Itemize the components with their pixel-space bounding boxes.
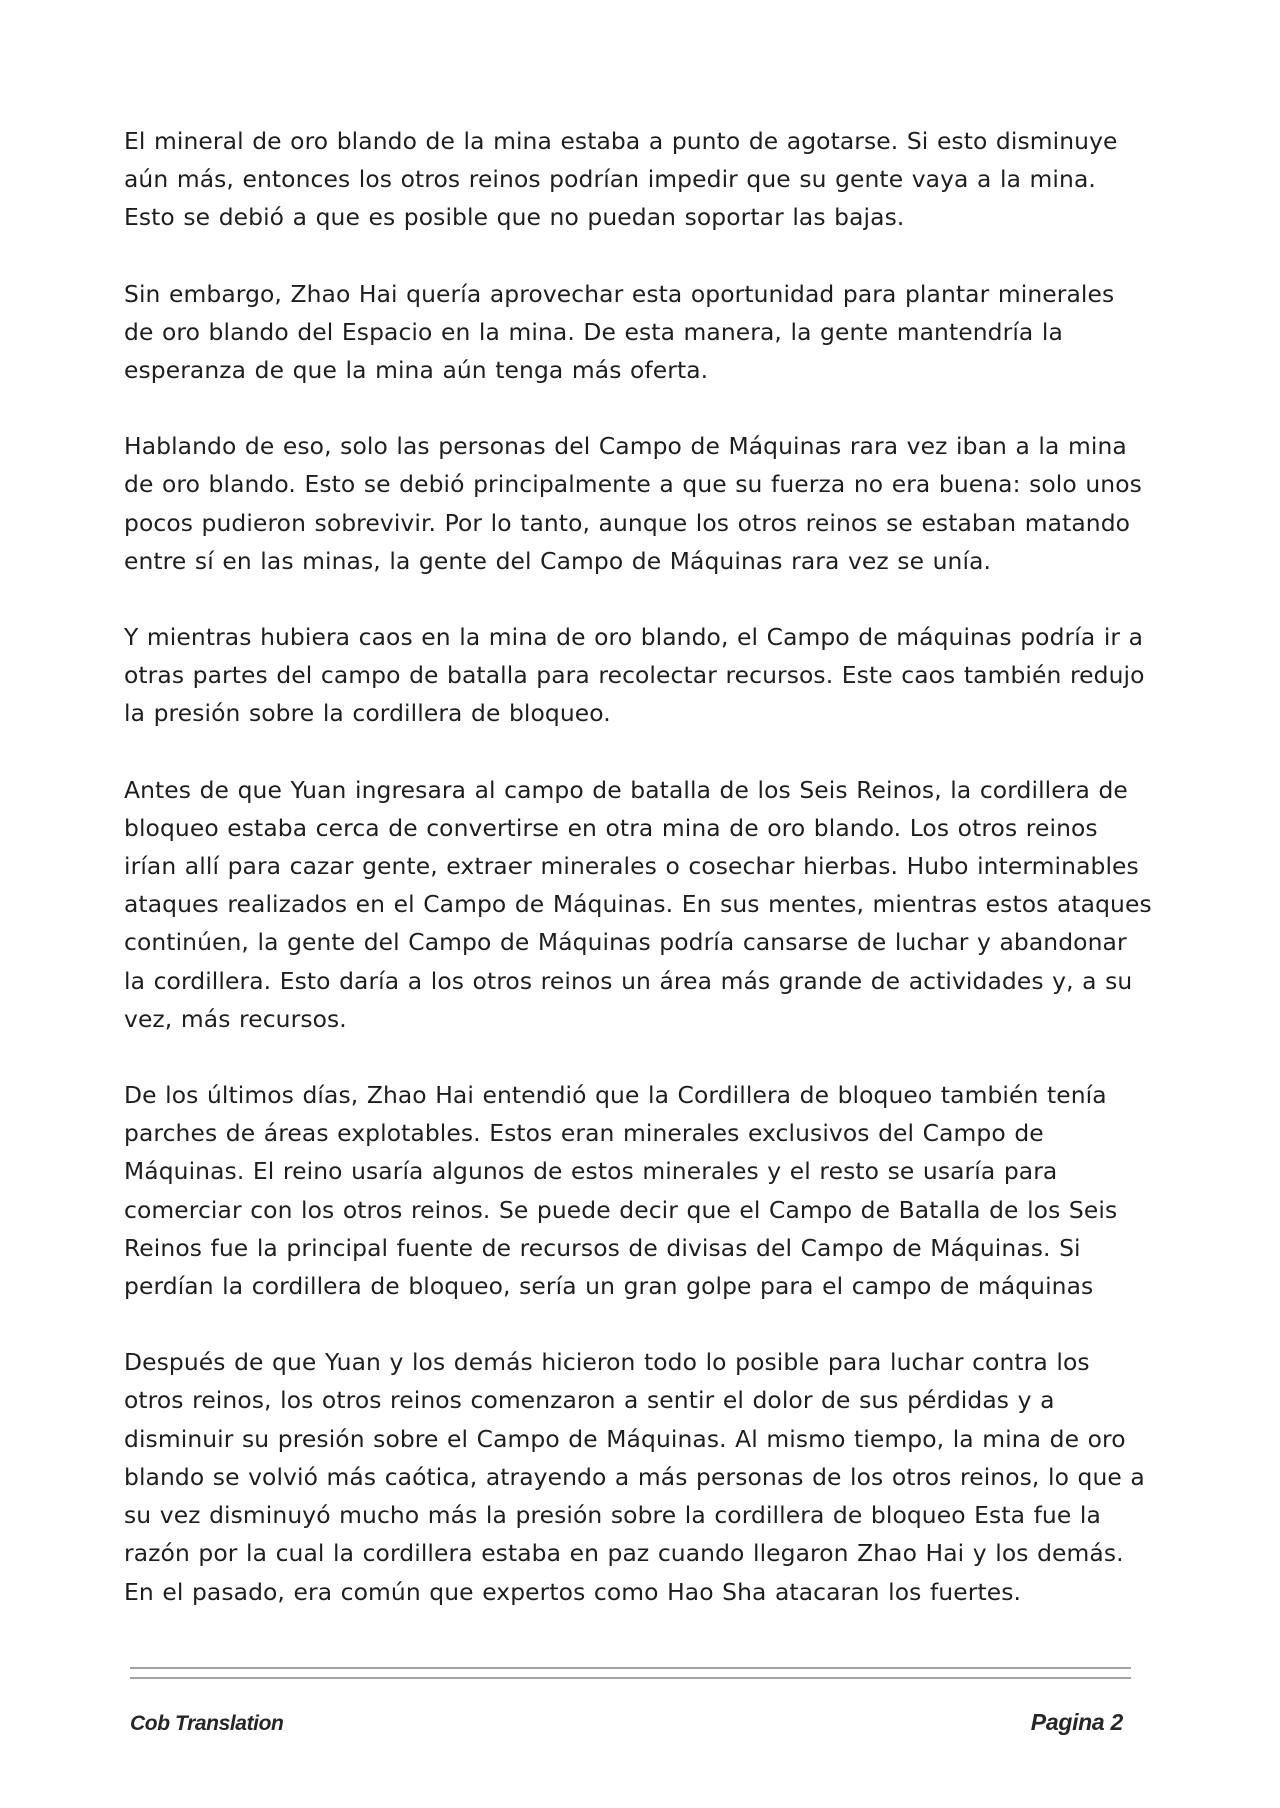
paragraph-4: Y mientras hubiera caos en la mina de oro blando, el Campo de máquinas podría ir a otras partes del campo de batalla para recolectar recursos. Este caos también redujo la presión sobre la cordillera de bloqueo. (124, 623, 1145, 728)
footer-translator-credit: Cob Translation (130, 1712, 284, 1735)
paragraph-5: Antes de que Yuan ingresara al campo de batalla de los Seis Reinos, la cordillera de bloqueo estaba cerca de convertirse en otra mina de oro blando. Los otros reinos irían allí para cazar gente, extraer minerales o cosechar hierbas. Hubo interminables ataques realizados en el Campo de Máquinas. En sus mentes, mientras estos ataques continúen, la gente del Campo de Máquinas podría cansarse de luchar y abandonar la cordillera. Esto daría a los otros reinos un área más grande de actividades y, a su vez, más recursos. (124, 775, 1152, 1033)
paragraph-1: El mineral de oro blando de la mina estaba a punto de agotarse. Si esto disminuye aún más, entonces los otros reinos podrían impedir que su gente vaya a la mina. Esto se debió a que es posible que no puedan soportar las bajas. (124, 127, 1118, 232)
paragraph-7: Después de que Yuan y los demás hicieron todo lo posible para luchar contra los otros reinos, los otros reinos comenzaron a sentir el dolor de sus pérdidas y a disminuir su presión sobre el Campo de Máquinas. Al mismo tiempo, la mina de oro blando se volvió más caótica, atrayendo a más personas de los otros reinos, lo que a su vez disminuyó mucho más la presión sobre la cordillera de bloqueo Esta fue la razón por la cual la cordillera estaba en paz cuando llegaron Zhao Hai y los demás. En el pasado, era común que expertos como Hao Sha atacaran los fuertes. (124, 1348, 1145, 1606)
paragraph-3: Hablando de eso, solo las personas del Campo de Máquinas rara vez iban a la mina de oro blando. Esto se debió principalmente a que su fuerza no era buena: solo unos pocos pudieron sobrevivir. Por lo tanto, aunque los otros reinos se estaban matando entre sí en las minas, la gente del Campo de Máquinas rara vez se unía. (124, 432, 1142, 575)
footer-divider-top (130, 1667, 1131, 1669)
paragraph-2: Sin embargo, Zhao Hai quería aprovechar esta oportunidad para plantar minerales de oro blando del Espacio en la mina. De esta manera, la gente mantendría la esperanza de que la mina aún tenga más oferta. (124, 279, 1115, 385)
footer-page-number: Pagina 2 (1030, 1709, 1123, 1735)
paragraph-6: De los últimos días, Zhao Hai entendió que la Cordillera de bloqueo también tenía parches de áreas explotables. Estos eran minerales exclusivos del Campo de Máquinas. El reino usaría algunos de estos minerales y el resto se usaría para comerciar con los otros reinos. Se puede decir que el Campo de Batalla de los Seis Reinos fue la principal fuente de recursos de divisas del Campo de Máquinas. Si perdían la cordillera de bloqueo, sería un gran golpe para el campo de máquinas (124, 1081, 1118, 1301)
footer-divider-bottom (130, 1677, 1131, 1679)
body-text (124, 122, 1152, 1649)
